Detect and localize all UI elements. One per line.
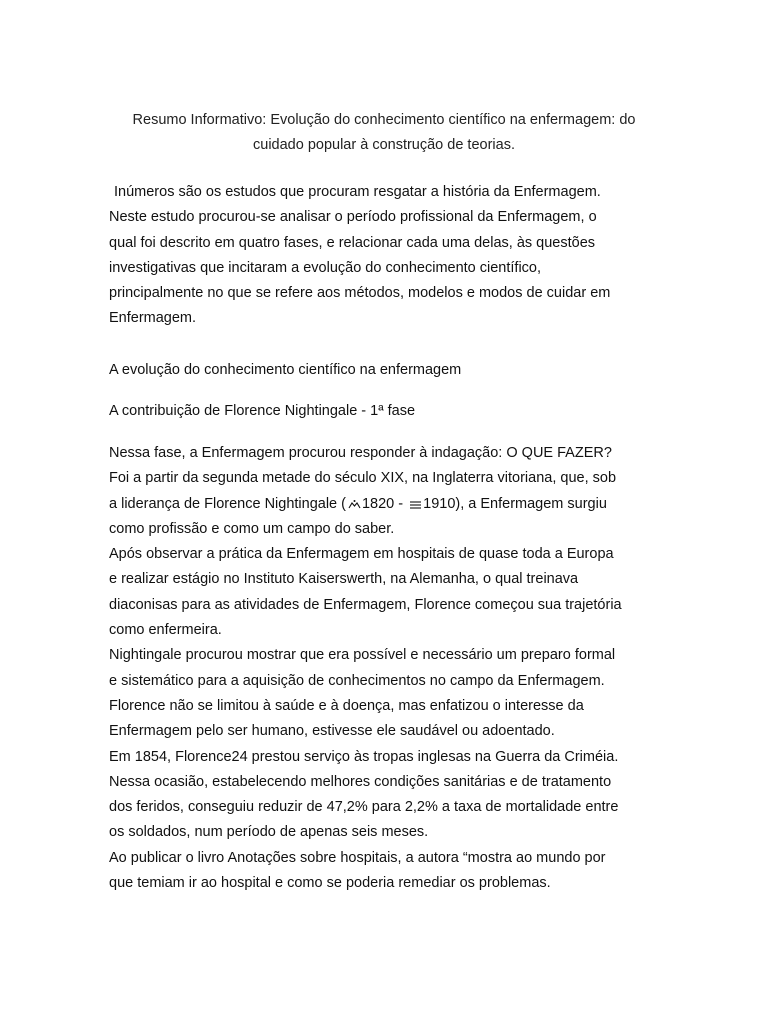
intro-line: Inúmeros são os estudos que procuram resgatar a história da Enfermagem. bbox=[114, 184, 601, 200]
main-line: Nightingale procurou mostrar que era possível e necessário um preparo formal bbox=[109, 647, 616, 664]
main-line: Florence não se limitou à saúde e à doença, mas enfatizou o interesse da bbox=[109, 697, 584, 714]
main-line: e realizar estágio no Instituto Kaiserswerth, na Alemanha, o qual treinava bbox=[109, 571, 579, 588]
main-line-part: 1820 - bbox=[361, 495, 408, 512]
main-line: Enfermagem pelo ser humano, estivesse ele saudável ou adoentado. bbox=[109, 723, 555, 740]
intro-paragraph bbox=[109, 180, 669, 332]
death-symbol-icon bbox=[409, 496, 422, 508]
main-line: dos feridos, conseguiu reduzir de 47,2% para 2,2% a taxa de mortalidade entre bbox=[109, 799, 619, 816]
main-text bbox=[109, 441, 669, 896]
birth-symbol-icon bbox=[348, 496, 361, 508]
main-line: como profissão e como um campo do saber. bbox=[109, 520, 395, 537]
main-line: que temiam ir ao hospital e como se poderia remediar os problemas. bbox=[109, 875, 551, 892]
section-heading: A evolução do conhecimento científico na enfermagem bbox=[109, 362, 462, 378]
title-line-2: cuidado popular à construção de teorias. bbox=[253, 137, 515, 153]
main-line: Nessa fase, a Enfermagem procurou responder à indagação: O QUE FAZER? bbox=[109, 445, 612, 461]
main-line: e sistemático para a aquisição de conhecimentos no campo da Enfermagem. bbox=[109, 672, 605, 689]
main-line: Nessa ocasião, estabelecendo melhores condições sanitárias e de tratamento bbox=[109, 773, 612, 790]
intro-line: principalmente no que se refere aos métodos, modelos e modos de cuidar em bbox=[109, 285, 611, 302]
main-line: Ao publicar o livro Anotações sobre hospitais, a autora “mostra ao mundo por bbox=[109, 849, 606, 866]
intro-line: Enfermagem. bbox=[109, 310, 197, 327]
intro-line: Neste estudo procurou-se analisar o período profissional da Enfermagem, o bbox=[109, 209, 597, 226]
main-line: Foi a partir da segunda metade do século XIX, na Inglaterra vitoriana, que, sob bbox=[109, 470, 617, 487]
main-line: Em 1854, Florence24 prestou serviço às tropas inglesas na Guerra da Criméia. bbox=[109, 748, 619, 765]
main-line: Após observar a prática da Enfermagem em hospitais de quase toda a Europa bbox=[109, 546, 614, 563]
title-line-1: Resumo Informativo: Evolução do conhecimento científico na enfermagem: do bbox=[132, 112, 636, 128]
document-title bbox=[100, 108, 668, 158]
main-line-part: a liderança de Florence Nightingale ( bbox=[109, 495, 346, 512]
main-line: como enfermeira. bbox=[109, 622, 222, 639]
main-line-part: 1910), a Enfermagem surgiu bbox=[423, 495, 607, 512]
main-line-with-dates bbox=[109, 492, 669, 517]
intro-line: investigativas que incitaram a evolução do conhecimento científico, bbox=[109, 259, 542, 276]
main-line: diaconisas para as atividades de Enfermagem, Florence começou sua trajetória bbox=[109, 596, 622, 613]
main-line: os soldados, num período de apenas seis meses. bbox=[109, 824, 429, 841]
intro-line: qual foi descrito em quatro fases, e relacionar cada uma delas, às questões bbox=[109, 234, 596, 251]
phase-heading: A contribuição de Florence Nightingale - 1ª fase bbox=[109, 403, 416, 419]
